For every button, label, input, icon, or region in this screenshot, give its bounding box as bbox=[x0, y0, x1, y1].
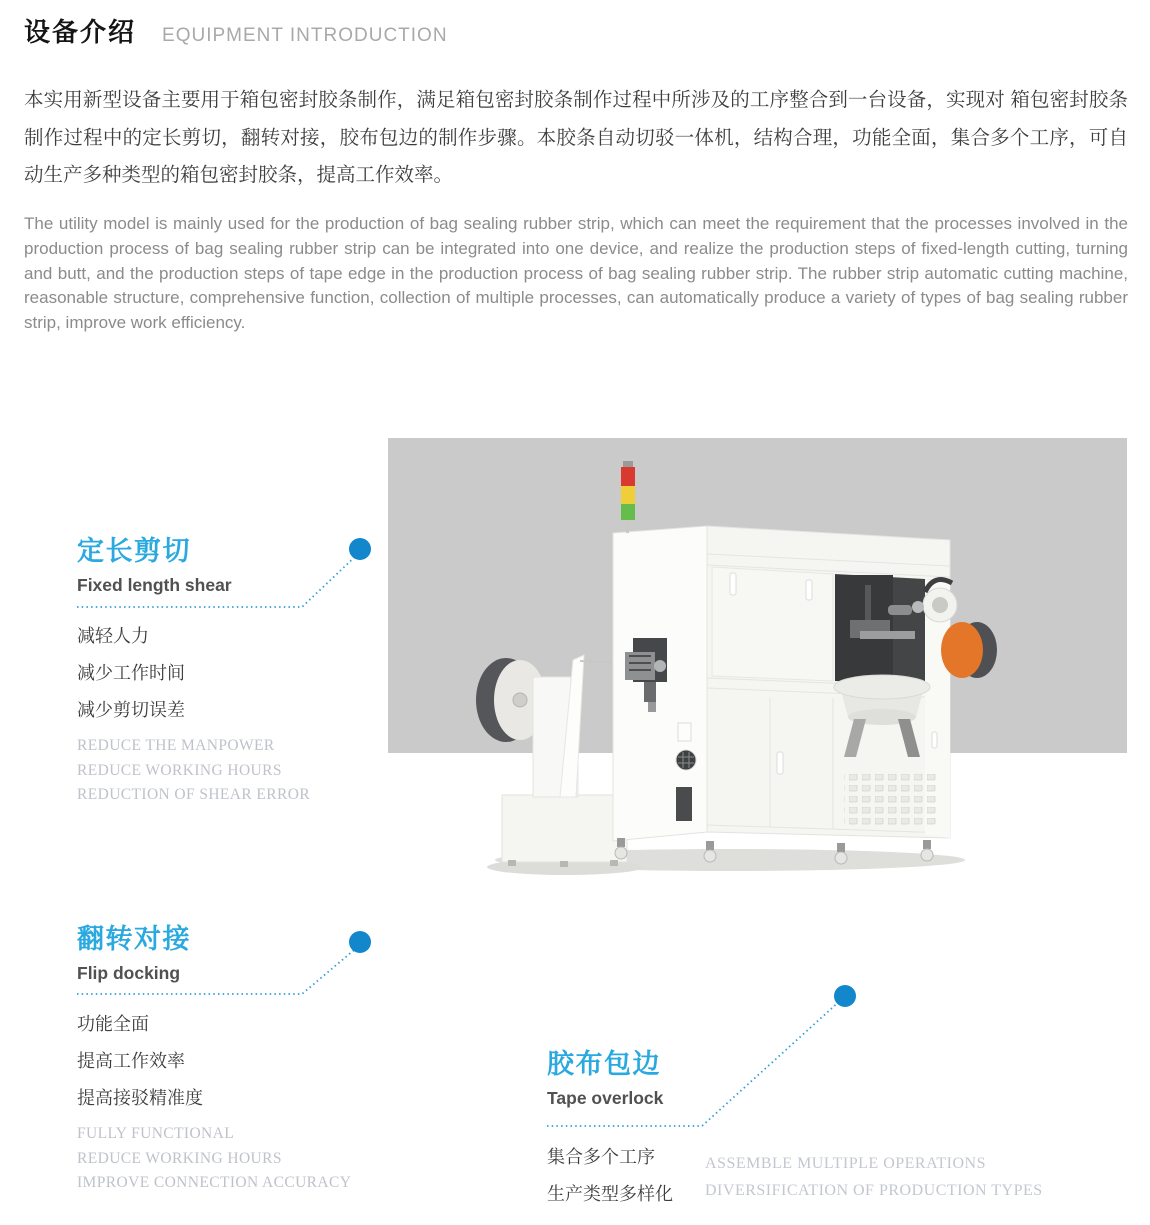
feature-tape-overlock-points-en bbox=[705, 1150, 1043, 1204]
feature-point: 减轻人力 bbox=[77, 626, 149, 646]
feature-title-zh: 翻转对接 bbox=[77, 924, 191, 954]
orange-disc bbox=[941, 622, 983, 678]
feature-point-en: REDUCE WORKING HOURS bbox=[77, 1149, 282, 1167]
feature-points-zh bbox=[77, 618, 437, 729]
section-header bbox=[24, 12, 448, 49]
feature-points-en bbox=[77, 1122, 437, 1196]
machine-illustration bbox=[420, 455, 1020, 885]
feature-point-en: REDUCE THE MANPOWER bbox=[77, 737, 275, 754]
feature-point: 生产类型多样化 bbox=[547, 1184, 673, 1204]
feature-point: 提高工作效率 bbox=[77, 1051, 185, 1071]
feature-point-en: REDUCE WORKING HOURS bbox=[77, 761, 282, 779]
page-title: 设备介绍 bbox=[24, 17, 137, 47]
feature-point-en: FULLY FUNCTIONAL bbox=[77, 1125, 235, 1142]
feature-point: 减少工作时间 bbox=[77, 663, 185, 683]
feature-title-zh: 定长剪切 bbox=[77, 536, 191, 566]
feature-point: 集合多个工序 bbox=[547, 1147, 655, 1167]
feature-fixed-length-shear bbox=[77, 536, 437, 808]
feature-point: 提高接驳精准度 bbox=[77, 1088, 203, 1108]
signal-tower-icon bbox=[621, 461, 635, 533]
feature-points-en bbox=[77, 734, 437, 808]
feature-title-zh: 胶布包边 bbox=[547, 1049, 661, 1079]
feature-points-zh bbox=[77, 1006, 437, 1117]
page-title-en: EQUIPMENT INTRODUCTION bbox=[162, 25, 448, 46]
callout-dot-3 bbox=[834, 985, 856, 1007]
feature-title-en: Flip docking bbox=[77, 963, 181, 983]
feature-point-en: DIVERSIFICATION OF PRODUCTION TYPES bbox=[705, 1182, 1043, 1199]
feature-point-en: REDUCTION OF SHEAR ERROR bbox=[77, 786, 311, 803]
feature-point-en: ASSEMBLE MULTIPLE OPERATIONS bbox=[705, 1155, 986, 1172]
feature-flip-docking bbox=[77, 924, 437, 1196]
feature-title-en: Tape overlock bbox=[547, 1088, 664, 1108]
feature-point: 减少剪切误差 bbox=[77, 700, 185, 720]
feature-point: 功能全面 bbox=[77, 1014, 149, 1034]
feature-point-en: IMPROVE CONNECTION ACCURACY bbox=[77, 1174, 352, 1191]
intro-paragraph-en: The utility model is mainly used for the production of bag sealing rubber strip, which can meet the requirement that the processes involved in the production process of bag sealing rubber strip can be integrated into one device, and realize the production steps of fixed-length cutting, turning and butt, and the production steps of tape edge in the production process of bag sealing rubber strip. The rubber strip automatic cutting machine, reasonable structure, comprehensive function, collection of multiple processes, can automatically produce a variety of types of bag sealing rubber strip, improve work efficiency. bbox=[24, 214, 1128, 333]
feature-title-en: Fixed length shear bbox=[77, 575, 232, 595]
intro-paragraph-zh: 本实用新型设备主要用于箱包密封胶条制作，满足箱包密封胶条制作过程中所涉及的工序整合到一台设备，实现对 箱包密封胶条制作过程中的定长剪切，翻转对接，胶布包边的制作步骤。本胶条自动切驳一体机，结构合理，功能全面，集合多个工序，可自动生产多种类型的箱包密封胶条，提高工作效率。 bbox=[24, 89, 1128, 186]
vent-grid bbox=[844, 771, 936, 827]
